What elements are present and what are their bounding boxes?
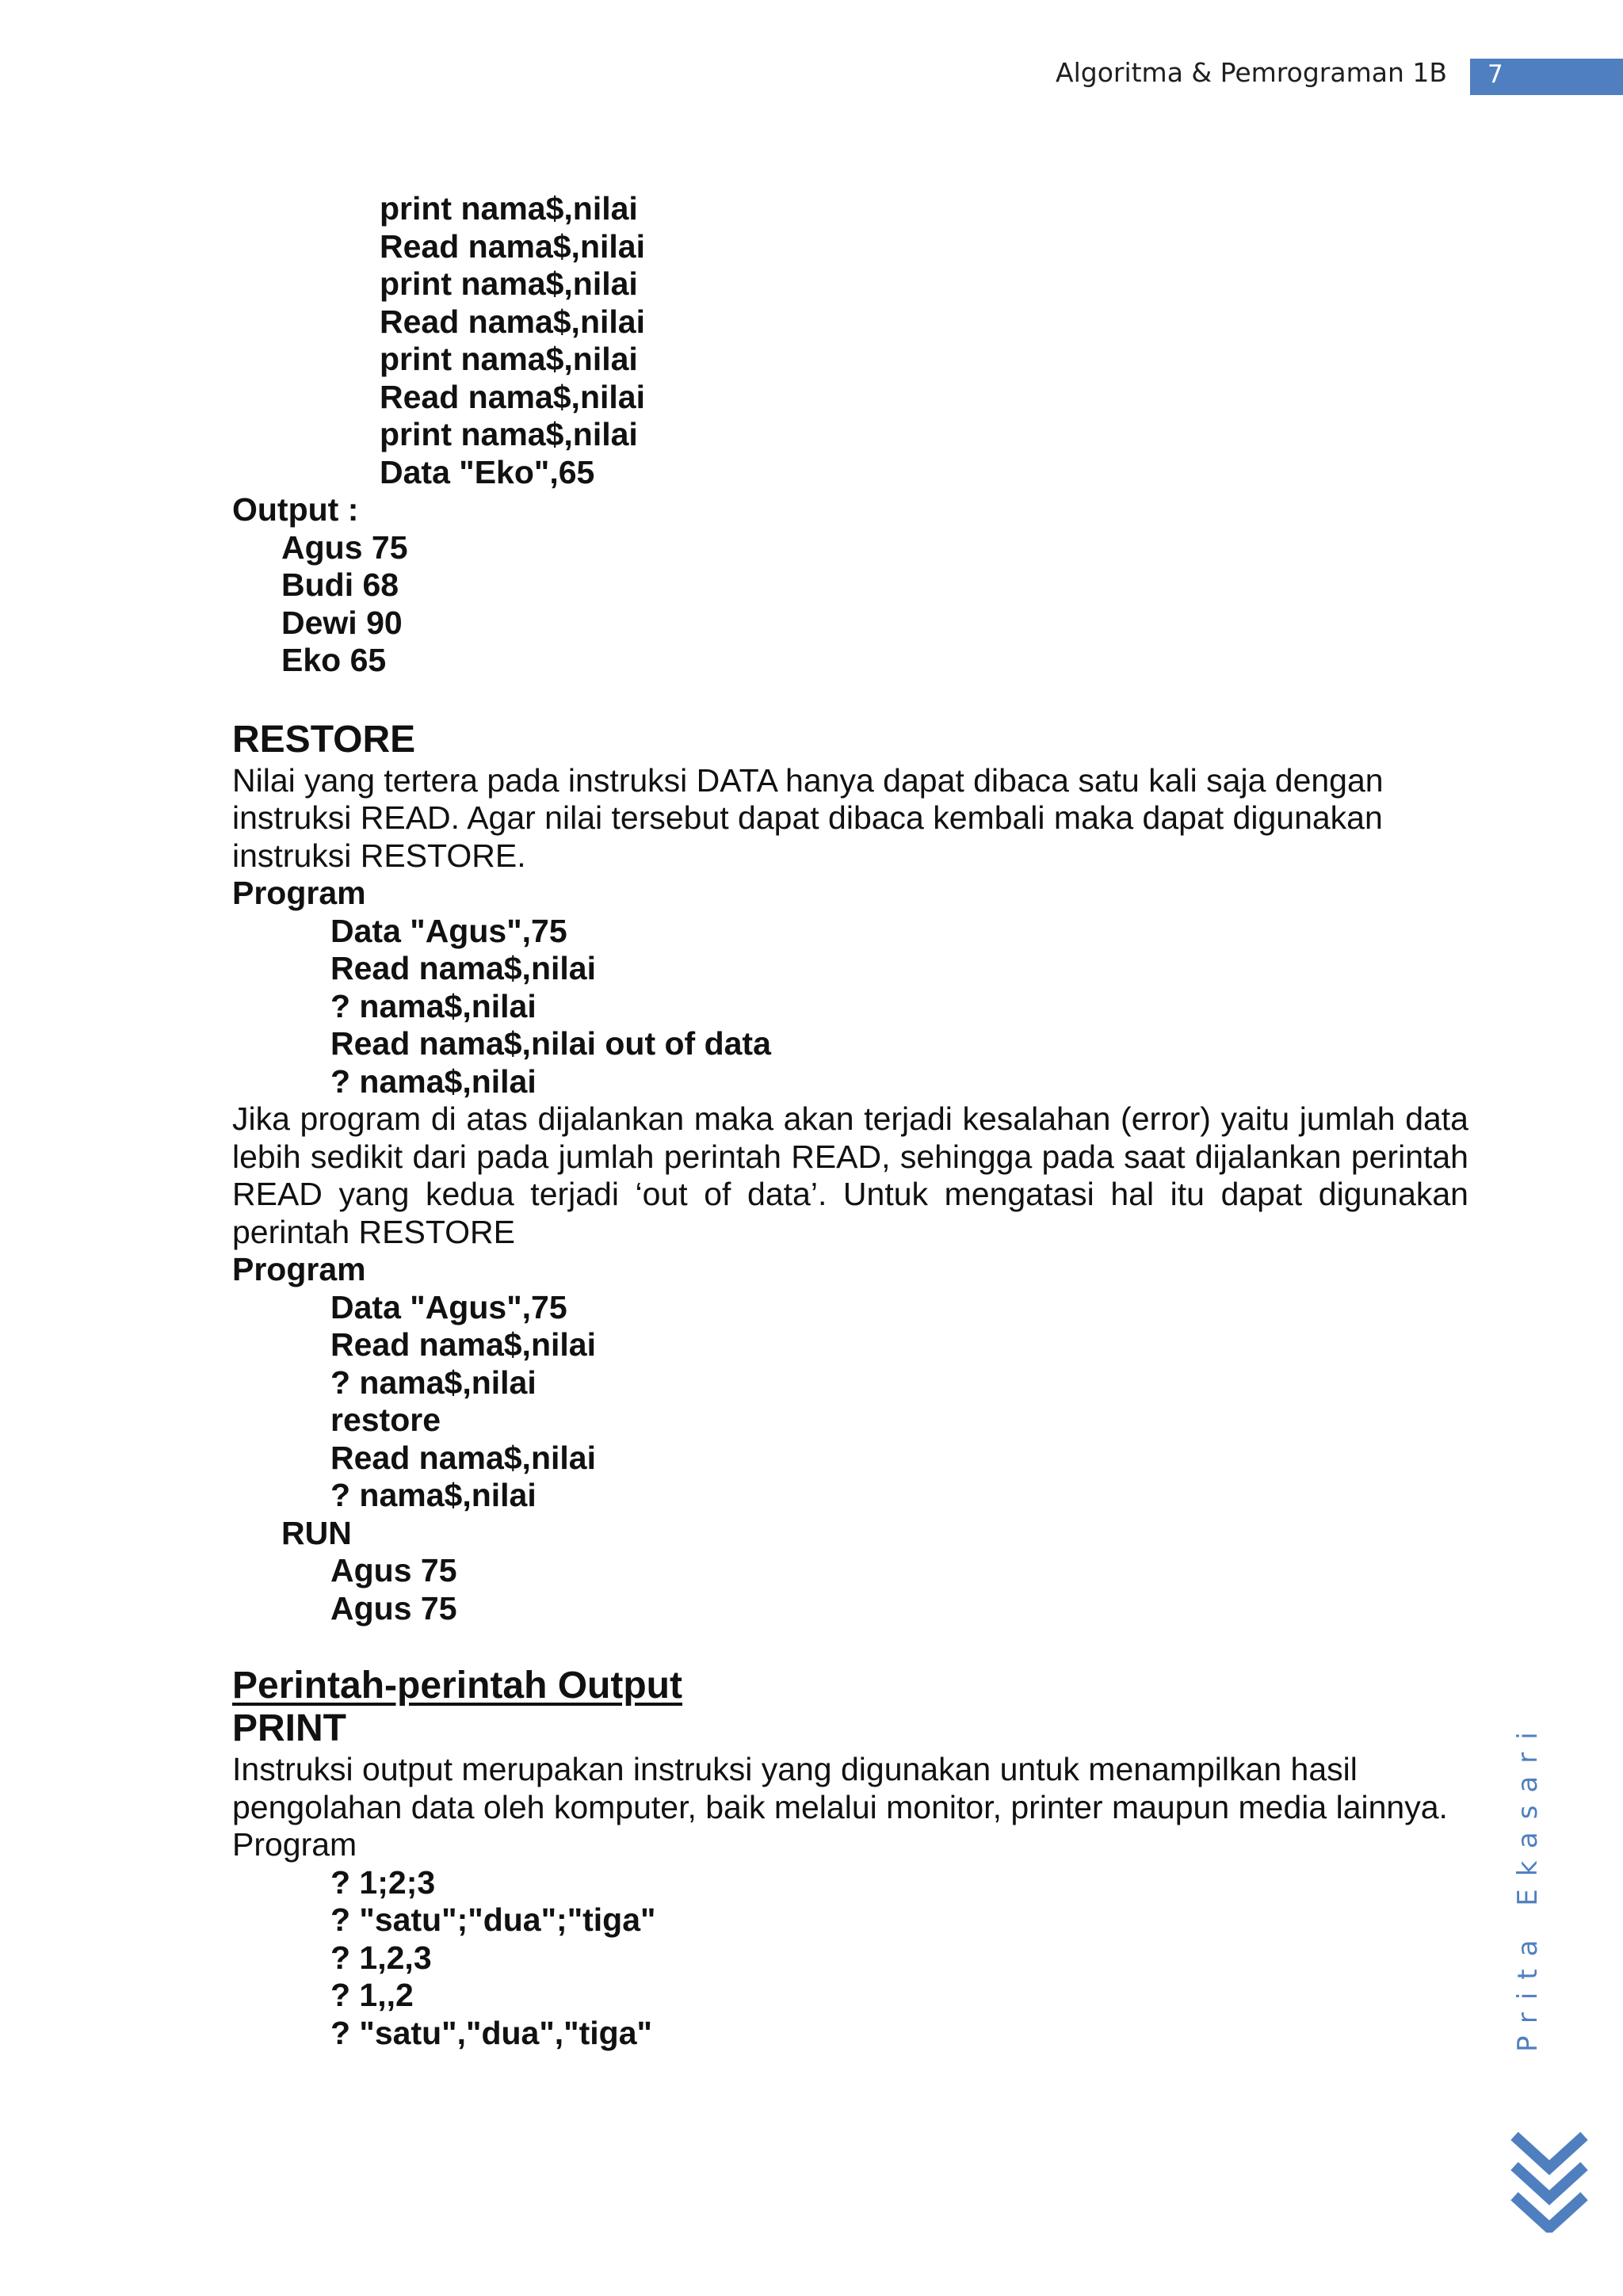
output-line: Agus 75: [330, 1552, 457, 1589]
header-title: Algoritma & Pemrograman 1B: [1056, 57, 1447, 88]
output-label: Output :: [232, 491, 359, 528]
code-block-2: [232, 913, 1468, 1101]
paragraph-line: pengolahan data oleh komputer, baik melalui monitor, printer maupun media lainnya.: [232, 1788, 1448, 1825]
code-line: ? "satu","dua","tiga": [330, 2014, 652, 2051]
code-line: ? nama$,nilai: [330, 1477, 537, 1513]
paragraph-line: Nilai yang tertera pada instruksi DATA hanya dapat dibaca satu kali saja dengan: [232, 761, 1384, 799]
output-commands-heading: Perintah-perintah Output: [232, 1665, 682, 1707]
output-lines: [232, 529, 1468, 680]
output-line: Agus 75: [330, 1589, 457, 1627]
code-line: ? nama$,nilai: [330, 1062, 537, 1100]
code-line: ? 1,,2: [330, 1977, 414, 2013]
page-content: [232, 190, 1468, 2052]
output-line: Eko 65: [281, 642, 387, 678]
code-line: Read nama$,nilai: [330, 1439, 596, 1476]
code-line: print nama$,nilai: [380, 190, 638, 227]
code-line: Data "Agus",75: [330, 912, 567, 949]
code-line: Read nama$,nilai: [380, 227, 645, 265]
code-line: ? nama$,nilai: [330, 1363, 537, 1401]
restore-intro: [232, 762, 1468, 875]
code-block-3: [232, 1289, 1468, 1515]
print-subheading: PRINT: [232, 1707, 346, 1749]
print-intro: [232, 1751, 1468, 1826]
code-line: Read nama$,nilai out of data: [330, 1025, 771, 1062]
code-line: Read nama$,nilai: [330, 1326, 596, 1363]
code-block-1: [232, 190, 1468, 491]
program-label: Program: [232, 1826, 357, 1863]
program-label: Program: [232, 1251, 366, 1287]
code-line: restore: [330, 1402, 441, 1438]
code-line: Data "Agus",75: [330, 1288, 567, 1325]
code-line: ? "satu";"dua";"tiga": [330, 1901, 656, 1938]
paragraph-line: instruksi RESTORE.: [232, 837, 526, 874]
page-header: [0, 54, 1623, 95]
restore-heading: RESTORE: [232, 718, 416, 761]
side-author-text: Prita Ekasari: [1512, 1719, 1544, 2052]
code-block-4: [232, 1864, 1468, 2053]
output-line: Budi 68: [281, 566, 399, 603]
code-line: print nama$,nilai: [380, 416, 638, 452]
output-line: Dewi 90: [281, 604, 403, 641]
program-label: Program: [232, 875, 366, 911]
page-number-badge: [1470, 59, 1623, 95]
run-label: RUN: [281, 1514, 352, 1551]
code-line: ? 1;2;3: [330, 1863, 436, 1901]
code-line: Read nama$,nilai: [380, 303, 645, 340]
chevron-down-icon: [1510, 2130, 1589, 2233]
paragraph-line: instruksi READ. Agar nilai tersebut dapat dibaca kembali maka dapat digunakan: [232, 799, 1383, 836]
paragraph-line: Instruksi output merupakan instruksi yang digunakan untuk menampilkan hasil: [232, 1751, 1358, 1787]
code-line: ? 1,2,3: [330, 1939, 432, 1976]
code-line: Read nama$,nilai: [330, 950, 596, 986]
run-output: [232, 1552, 1468, 1627]
code-line: Read nama$,nilai: [380, 378, 645, 415]
code-line: print nama$,nilai: [380, 265, 638, 302]
code-line: Data "Eko",65: [380, 453, 595, 490]
code-line: ? nama$,nilai: [330, 987, 537, 1024]
restore-explanation: Jika program di atas dijalankan maka akan terjadi kesalahan (error) yaitu jumlah data lebih sedikit dari pada jumlah perintah READ, sehingga pada saat dijalankan perintah READ yang kedua terjadi ‘out of data’. Untuk mengatasi hal itu dapat digunakan perintah RESTORE: [232, 1100, 1468, 1250]
code-line: print nama$,nilai: [380, 341, 638, 377]
page-number: 7: [1487, 60, 1503, 89]
output-line: Agus 75: [281, 528, 408, 566]
